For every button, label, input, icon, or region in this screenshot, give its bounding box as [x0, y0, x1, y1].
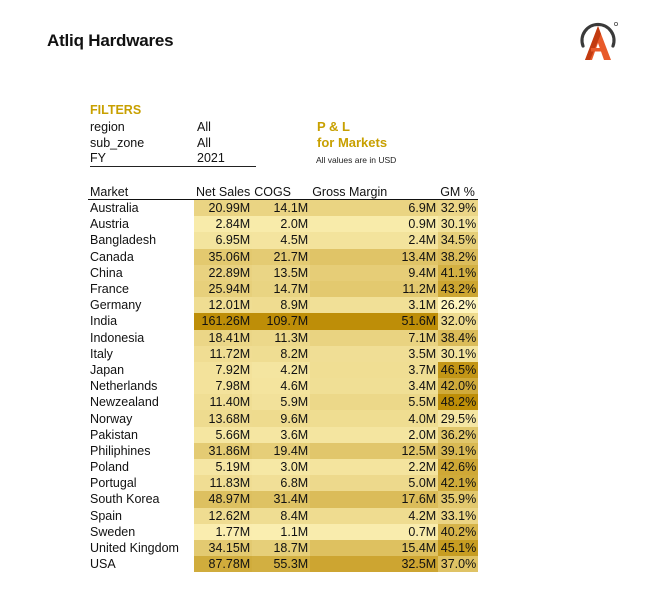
cell-gross-margin: 7.1M [310, 330, 438, 346]
cell-cogs: 19.4M [252, 443, 310, 459]
cell-net-sales: 11.72M [194, 346, 252, 362]
cell-gm-pct: 41.1% [438, 265, 478, 281]
cell-gross-margin: 6.9M [310, 200, 438, 217]
header-market[interactable]: Market [88, 184, 194, 200]
cell-net-sales: 7.98M [194, 378, 252, 394]
report-note: All values are in USD [316, 155, 397, 165]
cell-net-sales: 2.84M [194, 216, 252, 232]
cell-market: United Kingdom [90, 541, 179, 556]
cell-market: Poland [90, 460, 129, 475]
cell-gross-margin: 5.5M [310, 394, 438, 410]
cell-cogs: 31.4M [252, 491, 310, 507]
cell-gm-pct: 39.1% [438, 443, 478, 459]
table-row[interactable] [88, 281, 478, 297]
cell-market: Italy [90, 346, 113, 361]
cell-gm-pct: 42.6% [438, 459, 478, 475]
cell-gm-pct: 35.9% [438, 491, 478, 507]
cell-net-sales: 11.40M [194, 394, 252, 410]
cell-gross-margin: 3.1M [310, 297, 438, 313]
table-row[interactable] [88, 508, 478, 524]
table-row[interactable] [88, 313, 478, 329]
cell-net-sales: 12.62M [194, 508, 252, 524]
cell-market: France [90, 282, 129, 297]
cell-gross-margin: 4.2M [310, 508, 438, 524]
cell-cogs: 8.9M [252, 297, 310, 313]
cell-net-sales: 13.68M [194, 410, 252, 426]
cell-cogs: 6.8M [252, 475, 310, 491]
cell-gross-margin: 9.4M [310, 265, 438, 281]
cell-net-sales: 11.83M [194, 475, 252, 491]
table-row[interactable] [88, 249, 478, 265]
table-row[interactable] [88, 265, 478, 281]
cell-net-sales: 5.19M [194, 459, 252, 475]
cell-gross-margin: 4.0M [310, 410, 438, 426]
cell-market: USA [90, 557, 116, 572]
filter-value[interactable]: All [197, 120, 211, 134]
filter-label: sub_zone [90, 136, 145, 150]
table-row[interactable] [88, 394, 478, 410]
table-row[interactable] [88, 232, 478, 248]
cell-gross-margin: 3.5M [310, 346, 438, 362]
cell-gm-pct: 32.9% [438, 200, 478, 217]
cell-market: Spain [90, 508, 122, 523]
cell-gm-pct: 46.5% [438, 362, 478, 378]
cell-gm-pct: 36.2% [438, 427, 478, 443]
cell-net-sales: 87.78M [194, 556, 252, 572]
cell-gross-margin: 2.4M [310, 232, 438, 248]
cell-net-sales: 5.66M [194, 427, 252, 443]
cell-cogs: 1.1M [252, 524, 310, 540]
cell-cogs: 3.6M [252, 427, 310, 443]
table-header-row [88, 184, 478, 200]
table-row[interactable] [88, 540, 478, 556]
cell-cogs: 21.7M [252, 249, 310, 265]
cell-gross-margin: 5.0M [310, 475, 438, 491]
cell-market: Netherlands [90, 379, 158, 394]
cell-cogs: 4.5M [252, 232, 310, 248]
filter-region[interactable] [90, 120, 211, 134]
cell-net-sales: 22.89M [194, 265, 252, 281]
cell-net-sales: 18.41M [194, 330, 252, 346]
cell-market: Portugal [90, 476, 137, 491]
cell-market: Pakistan [90, 427, 138, 442]
cell-net-sales: 1.77M [194, 524, 252, 540]
table-row[interactable] [88, 491, 478, 507]
cell-market: India [90, 314, 118, 329]
header-gross-margin[interactable]: Gross Margin [310, 184, 438, 200]
table-row[interactable] [88, 216, 478, 232]
cell-gross-margin: 3.4M [310, 378, 438, 394]
cell-net-sales: 161.26M [194, 313, 252, 329]
header-cogs[interactable]: COGS [252, 184, 310, 200]
filter-sub-zone[interactable] [90, 136, 211, 150]
cell-market: Norway [90, 411, 133, 426]
cell-net-sales: 7.92M [194, 362, 252, 378]
cell-gross-margin: 32.5M [310, 556, 438, 572]
cell-gm-pct: 42.0% [438, 378, 478, 394]
cell-cogs: 18.7M [252, 540, 310, 556]
cell-gm-pct: 38.4% [438, 330, 478, 346]
cell-gross-margin: 3.7M [310, 362, 438, 378]
cell-gross-margin: 2.2M [310, 459, 438, 475]
cell-cogs: 14.7M [252, 281, 310, 297]
cell-net-sales: 31.86M [194, 443, 252, 459]
cell-market: Indonesia [90, 330, 145, 345]
cell-market: Canada [90, 249, 134, 264]
cell-cogs: 11.3M [252, 330, 310, 346]
cell-market: Sweden [90, 524, 136, 539]
cell-net-sales: 48.97M [194, 491, 252, 507]
cell-cogs: 55.3M [252, 556, 310, 572]
cell-gross-margin: 51.6M [310, 313, 438, 329]
cell-net-sales: 6.95M [194, 232, 252, 248]
cell-net-sales: 20.99M [194, 200, 252, 217]
cell-market: Bangladesh [90, 233, 157, 248]
cell-gross-margin: 15.4M [310, 540, 438, 556]
cell-market: Newzealand [90, 395, 159, 410]
cell-gm-pct: 42.1% [438, 475, 478, 491]
cell-gm-pct: 32.0% [438, 313, 478, 329]
cell-cogs: 8.2M [252, 346, 310, 362]
page-title: Atliq Hardwares [47, 31, 174, 50]
cell-gross-margin: 13.4M [310, 249, 438, 265]
atliq-logo-icon [576, 16, 620, 62]
cell-cogs: 109.7M [252, 313, 310, 329]
cell-gm-pct: 30.1% [438, 216, 478, 232]
cell-cogs: 9.6M [252, 410, 310, 426]
cell-net-sales: 25.94M [194, 281, 252, 297]
cell-gm-pct: 30.1% [438, 346, 478, 362]
filter-value[interactable]: 2021 [197, 151, 225, 165]
table-row[interactable] [88, 200, 478, 217]
cell-gm-pct: 45.1% [438, 540, 478, 556]
filter-fy[interactable] [90, 151, 225, 165]
cell-gross-margin: 12.5M [310, 443, 438, 459]
cell-market: South Korea [90, 492, 160, 507]
cell-cogs: 4.6M [252, 378, 310, 394]
filter-label: region [90, 120, 125, 134]
cell-gm-pct: 38.2% [438, 249, 478, 265]
cell-net-sales: 35.06M [194, 249, 252, 265]
cell-cogs: 14.1M [252, 200, 310, 217]
filters-divider [90, 166, 256, 167]
cell-gm-pct: 40.2% [438, 524, 478, 540]
header-net-sales[interactable]: Net Sales [196, 184, 251, 199]
cell-gm-pct: 37.0% [438, 556, 478, 572]
cell-gross-margin: 2.0M [310, 427, 438, 443]
cell-gm-pct: 43.2% [438, 281, 478, 297]
table-row[interactable] [88, 378, 478, 394]
table-row[interactable] [88, 362, 478, 378]
cell-cogs: 4.2M [252, 362, 310, 378]
cell-gross-margin: 0.7M [310, 524, 438, 540]
cell-gm-pct: 48.2% [438, 394, 478, 410]
table-row[interactable] [88, 410, 478, 426]
cell-cogs: 13.5M [252, 265, 310, 281]
cell-gm-pct: 33.1% [438, 508, 478, 524]
cell-market: Philiphines [90, 443, 151, 458]
cell-gm-pct: 34.5% [438, 232, 478, 248]
cell-gross-margin: 11.2M [310, 281, 438, 297]
cell-market: Australia [90, 201, 139, 216]
cell-cogs: 3.0M [252, 459, 310, 475]
table-row[interactable] [88, 330, 478, 346]
filter-value[interactable]: All [197, 136, 211, 150]
pl-table [88, 184, 478, 572]
table-row[interactable] [88, 346, 478, 362]
cell-gm-pct: 26.2% [438, 297, 478, 313]
cell-market: Japan [90, 362, 125, 377]
table-row[interactable] [88, 459, 478, 475]
cell-net-sales: 34.15M [194, 540, 252, 556]
table-row[interactable] [88, 524, 478, 540]
cell-market: Germany [90, 298, 142, 313]
cell-gross-margin: 0.9M [310, 216, 438, 232]
cell-net-sales: 12.01M [194, 297, 252, 313]
cell-gm-pct: 29.5% [438, 410, 478, 426]
cell-market: China [90, 265, 123, 280]
table-row[interactable] [88, 297, 478, 313]
cell-cogs: 8.4M [252, 508, 310, 524]
cell-cogs: 2.0M [252, 216, 310, 232]
table-row[interactable] [88, 556, 478, 572]
cell-market: Austria [90, 217, 129, 232]
table-row[interactable] [88, 475, 478, 491]
report-title-line1: P & L [317, 119, 350, 134]
table-row[interactable] [88, 443, 478, 459]
header-gm-pct[interactable]: GM % [438, 184, 478, 200]
filter-label: FY [90, 151, 106, 165]
table-row[interactable] [88, 427, 478, 443]
filters-heading: FILTERS [90, 103, 142, 117]
report-title-line2: for Markets [317, 135, 388, 150]
cell-cogs: 5.9M [252, 394, 310, 410]
cell-gross-margin: 17.6M [310, 491, 438, 507]
